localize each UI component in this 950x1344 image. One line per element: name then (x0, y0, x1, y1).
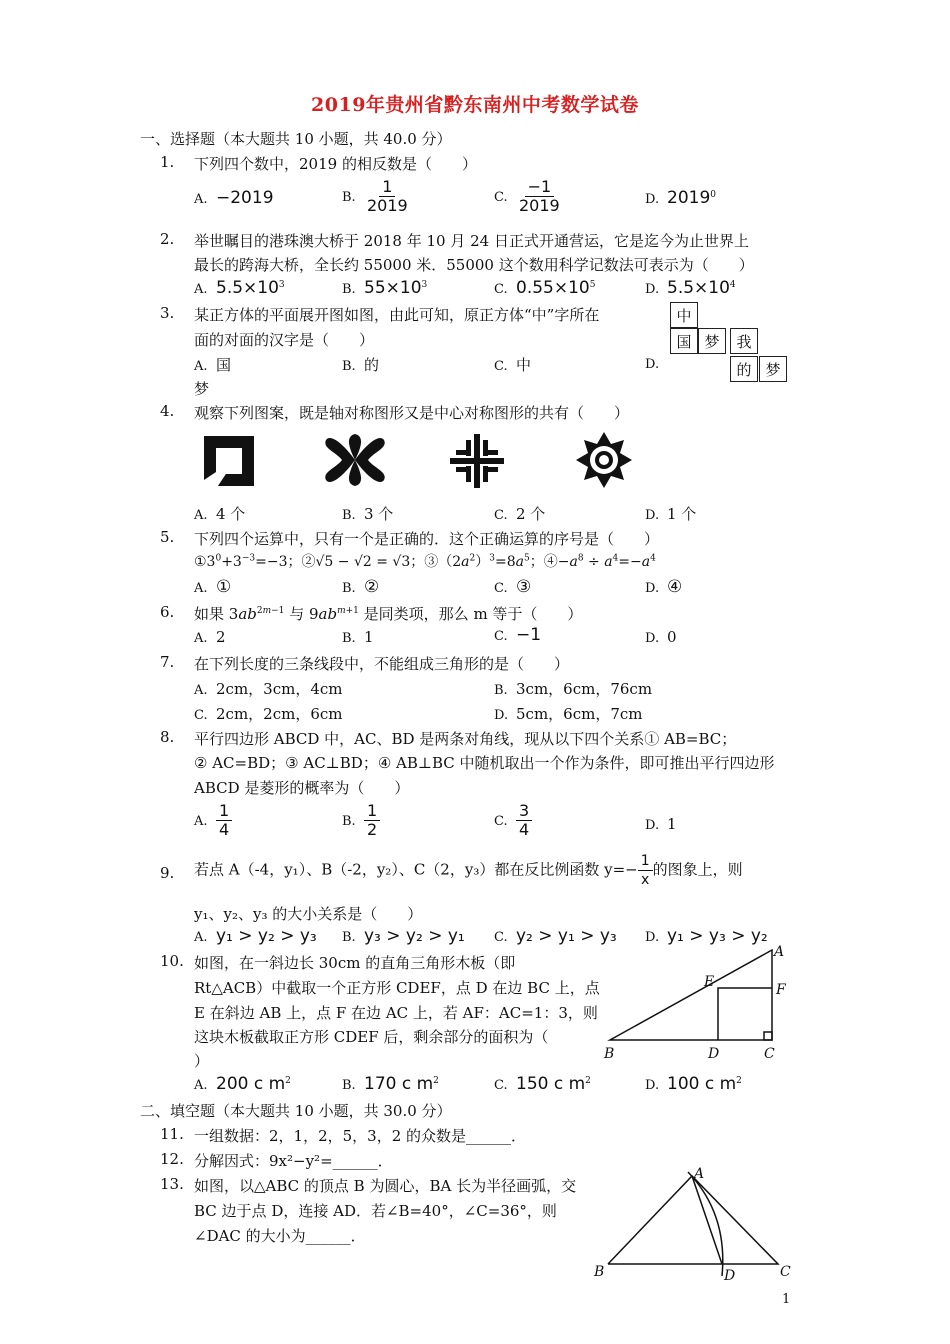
q3-line1: 某正方体的平面展开图如图，由此可知，原正方体“中”字所在 (194, 306, 600, 324)
q1-option-b: B. $\frac{1}{2019}$ (342, 177, 408, 215)
q4-option-b: B. 3 个 (342, 505, 394, 523)
q10-line2: Rt△ACB）中截取一个正方形 CDEF，点 D 在边 BC 上，点 (194, 979, 600, 997)
q4-option-d: D. 1 个 (645, 505, 697, 523)
q3-number: 3. (160, 304, 175, 322)
q3-option-c: C. 中 (494, 356, 532, 374)
q6-option-b: B. 1 (342, 628, 374, 646)
q10-triangle-figure (600, 940, 800, 1064)
q9-option-a: A. y₁ > y₂ > y₃ (194, 926, 317, 946)
label-b: B (604, 1046, 615, 1062)
q12-number: 12. (160, 1150, 184, 1168)
q2-option-a: A. $5.5\times 10^3$ (194, 278, 285, 298)
net-cell: 国 (670, 328, 698, 354)
q3-option-b: B. 的 (342, 356, 380, 374)
label-d: D (724, 1268, 736, 1282)
q7-option-a: A. 2cm，3cm，4cm (194, 680, 343, 698)
q2-option-d: D. $5.5\times 10^4$ (645, 278, 736, 298)
q10-option-a: A. 200 c $m^2$ (194, 1074, 291, 1094)
net-cell: 梦 (759, 356, 787, 382)
q8-option-d: D. 1 (645, 815, 677, 833)
q4-option-c: C. 2 个 (494, 505, 546, 523)
page-number: 1 (782, 1292, 791, 1307)
section-heading-choice: 一、选择题（本大题共 10 小题，共 40.0 分） (140, 130, 452, 148)
label-f: F (776, 982, 786, 998)
q8-option-a: A. $\frac{1}{4}$ (194, 802, 232, 839)
q6-number: 6. (160, 603, 175, 621)
net-cell: 我 (730, 328, 758, 354)
q11-number: 11. (160, 1125, 184, 1143)
q1-text: 下列四个数中，2019 的相反数是（ ） (194, 155, 477, 173)
q7-number: 7. (160, 653, 175, 671)
q9-option-b: B. y₃ > y₂ > y₁ (342, 926, 465, 946)
q1-option-a: A. −2019 (194, 188, 274, 208)
q2-line2: 最长的跨海大桥，全长约 55000 米．55000 这个数用科学记数法可表示为（ ） (194, 256, 754, 274)
q8-option-c: C. $\frac{3}{4}$ (494, 802, 532, 839)
q8-line1: 平行四边形 ABCD 中，AC、BD 是两条对角线，现从以下四个关系① AB=BC； (194, 730, 737, 748)
q13-number: 13. (160, 1175, 184, 1193)
q9-line2: y₁、y₂、y₃ 的大小关系是（ ） (194, 905, 423, 923)
q6-option-c: C. −1 (494, 625, 542, 645)
label-a: A (774, 944, 785, 960)
q8-option-b: B. $\frac{1}{2}$ (342, 802, 380, 839)
q6-option-a: A. 2 (194, 628, 226, 646)
q2-number: 2. (160, 230, 175, 248)
q10-option-c: C. 150 c $m^2$ (494, 1074, 591, 1094)
net-cell: 梦 (698, 328, 726, 354)
q4-text: 观察下列图案，既是轴对称图形又是中心对称图形的共有（ ） (194, 404, 630, 422)
q3-option-d: D. (645, 357, 660, 372)
q2-option-c: C. $0.55\times 10^5$ (494, 278, 596, 298)
q10-line4: 这块木板截取正方形 CDEF 后，剩余部分的面积为（ (194, 1028, 549, 1046)
q9-number: 9. (160, 864, 175, 882)
label-d: D (708, 1046, 720, 1062)
q11-text: 一组数据：2，1，2，5，3，2 的众数是______． (194, 1127, 527, 1145)
net-cell: 中 (670, 302, 698, 328)
q1-option-d: D. 2019$^0$ (645, 188, 716, 208)
net-cell: 的 (730, 356, 758, 382)
q10-number: 10. (160, 952, 184, 970)
q6-text: 如果 $3ab^{2m-1}$ 与 $9ab^{m+1}$ 是同类项，那么 m 等于（ ） (194, 605, 583, 623)
pattern-3-icon (448, 432, 506, 490)
q7-option-c: C. 2cm，2cm，6cm (194, 705, 343, 723)
q5-number: 5. (160, 528, 175, 546)
q3-option-a: A. 国 (194, 356, 232, 374)
page-title: 2019年贵州省黔东南州中考数学试卷 (311, 94, 639, 116)
q3-option-d-text: 梦 (194, 380, 210, 398)
pattern-2-icon (322, 432, 388, 488)
q13-triangle-figure (588, 1164, 798, 1282)
q5-option-c: C. ③ (494, 577, 532, 597)
q10-line3: E 在斜边 AB 上，点 F 在边 AC 上，若 AF：AC=1：3，则 (194, 1004, 598, 1022)
label-c: C (764, 1046, 775, 1062)
q3-line2: 面的对面的汉字是（ ） (194, 331, 375, 349)
q1-number: 1. (160, 153, 175, 171)
label-b: B (594, 1264, 605, 1280)
q5-text: 下列四个运算中，只有一个是正确的．这个正确运算的序号是（ ） (194, 530, 660, 548)
label-c: C (780, 1264, 791, 1280)
q7-option-b: B. 3cm，6cm，76cm (494, 680, 653, 698)
label-e: E (704, 974, 715, 990)
q7-option-d: D. 5cm，6cm，7cm (494, 705, 643, 723)
q9-line1: 若点 A（-4，y₁）、B（-2，y₂）、C（2，y₃）都在反比例函数 y=− $\frac{1}{x}$ 的图象上，则 (194, 853, 743, 888)
q9-option-c: C. y₂ > y₁ > y₃ (494, 926, 617, 946)
q13-line2: BC 边于点 D，连接 AD．若∠B=40°，∠C=36°，则 (194, 1202, 557, 1220)
q13-line1: 如图，以△ABC 的顶点 B 为圆心，BA 长为半径画弧，交 (194, 1177, 577, 1195)
q4-option-a: A. 4 个 (194, 505, 246, 523)
q9-option-d: D. y₁ > y₃ > y₂ (645, 926, 768, 946)
q1-option-c: C. $\frac{-1}{2019}$ (494, 177, 560, 215)
q10-option-b: B. 170 c $m^2$ (342, 1074, 439, 1094)
q5-option-d: D. ④ (645, 577, 683, 597)
q10-line5: ） (194, 1052, 210, 1070)
label-a: A (694, 1166, 705, 1182)
q5-option-b: B. ② (342, 577, 380, 597)
q2-option-b: B. $55\times 10^3$ (342, 278, 428, 298)
q5-option-a: A. ① (194, 577, 232, 597)
q8-line3: ABCD 是菱形的概率为（ ） (194, 779, 410, 797)
q10-option-d: D. 100 c $m^2$ (645, 1074, 742, 1094)
section-heading-fill: 二、填空题（本大题共 10 小题，共 30.0 分） (140, 1102, 452, 1120)
pattern-1-icon (200, 432, 258, 490)
q8-line2: ② AC=BD；③ AC⊥BD；④ AB⊥BC 中随机取出一个作为条件，即可推出平行四边形 (194, 754, 775, 772)
q12-text: 分解因式：9x²−y²=______． (194, 1152, 393, 1170)
q8-number: 8. (160, 728, 175, 746)
pattern-4-icon (574, 430, 634, 490)
q2-line1: 举世瞩目的港珠澳大桥于 2018 年 10 月 24 日正式开通营运，它是迄今为止世界上 (194, 232, 749, 250)
q6-option-d: D. 0 (645, 628, 677, 646)
q4-number: 4. (160, 402, 175, 420)
q7-text: 在下列长度的三条线段中，不能组成三角形的是（ ） (194, 655, 570, 673)
q10-line1: 如图，在一斜边长 30cm 的直角三角形木板（即 (194, 954, 516, 972)
q5-expressions: $①3^0+3^{-3}=-3$；②√5 − √2 = √3；$③(2a^2)^3=8a^5$；$④-a^8 \div a^4=-a^4$ (194, 553, 656, 570)
q13-line3: ∠DAC 的大小为______． (194, 1227, 366, 1245)
